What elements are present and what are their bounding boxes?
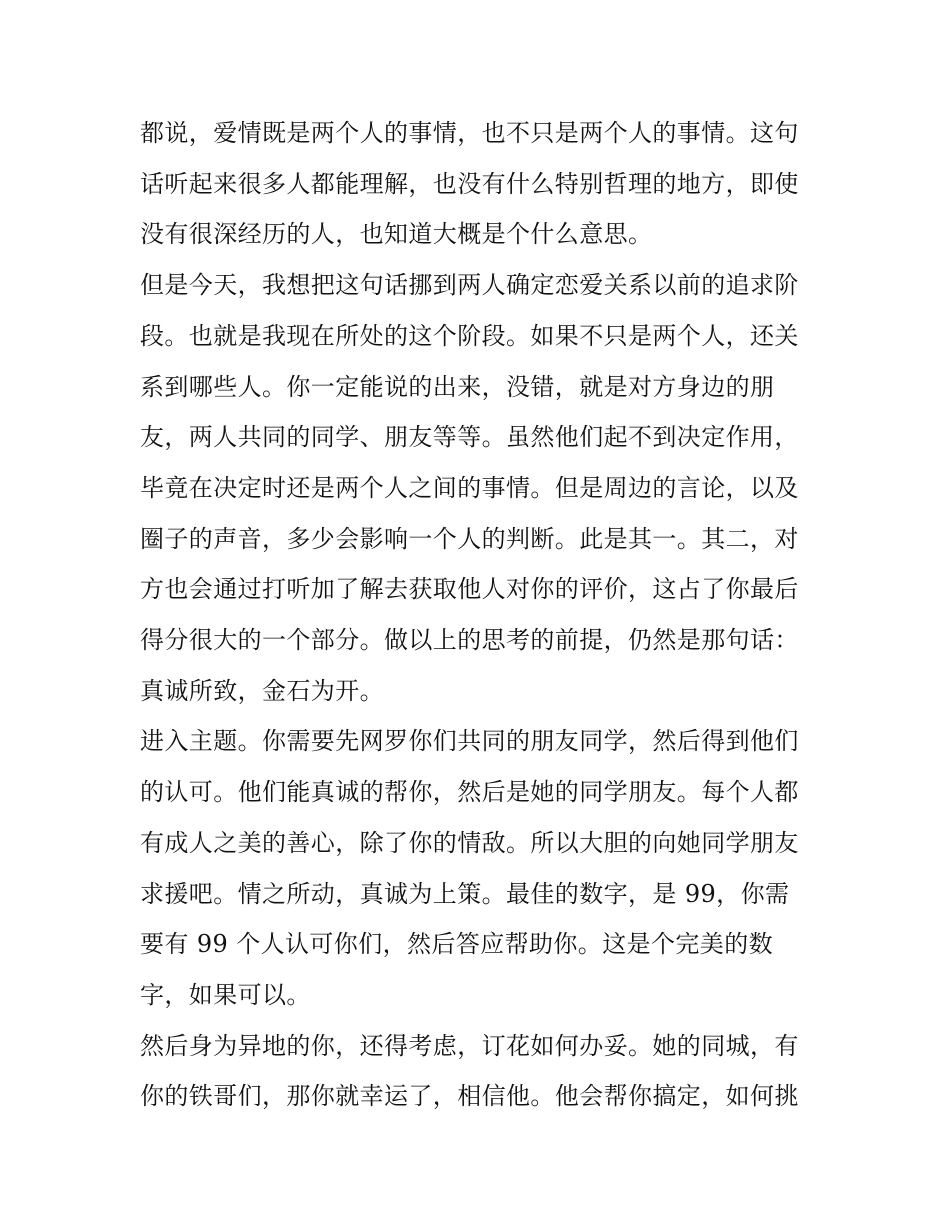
document-body bbox=[140, 108, 820, 1122]
text-line: 要有 99 个人认可你们，然后答应帮助你。这是个完美的数 bbox=[140, 930, 773, 959]
paragraph-4 bbox=[140, 1021, 820, 1122]
paragraph-2 bbox=[140, 260, 820, 716]
text-line: 真诚所致，金石为开。 bbox=[140, 676, 384, 705]
paragraph-1 bbox=[140, 108, 820, 260]
text-line: 得分很大的一个部分。做以上的思考的前提，仍然是那句话： bbox=[140, 626, 799, 655]
text-line: 没有很深经历的人，也知道大概是个什么意思。 bbox=[140, 220, 653, 249]
text-line: 你的铁哥们，那你就幸运了，相信他。他会帮你搞定，如何挑 bbox=[140, 1082, 799, 1111]
text-line: 进入主题。你需要先网罗你们共同的朋友同学，然后得到他们 bbox=[140, 727, 799, 756]
text-line: 都说，爱情既是两个人的事情，也不只是两个人的事情。这句 bbox=[140, 119, 799, 147]
text-line: 毕竟在决定时还是两个人之间的事情。但是周边的言论，以及 bbox=[140, 473, 799, 502]
text-line: 但是今天，我想把这句话挪到两人确定恋爱关系以前的追求阶 bbox=[140, 271, 799, 300]
paragraph-3 bbox=[140, 716, 820, 1020]
text-line: 段。也就是我现在所处的这个阶段。如果不只是两个人，还关 bbox=[140, 321, 799, 350]
text-line: 字，如果可以。 bbox=[140, 980, 311, 1009]
text-line: 求援吧。情之所动，真诚为上策。最佳的数字，是 99，你需 bbox=[140, 879, 790, 908]
text-line: 方也会通过打听加了解去获取他人对你的评价，这占了你最后 bbox=[140, 575, 799, 604]
text-line: 系到哪些人。你一定能说的出来，没错，就是对方身边的朋 bbox=[140, 372, 775, 401]
text-line: 有成人之美的善心，除了你的情敌。所以大胆的向她同学朋友 bbox=[140, 828, 799, 857]
text-line: 友，两人共同的同学、朋友等等。虽然他们起不到决定作用， bbox=[140, 423, 799, 452]
text-line: 圈子的声音，多少会影响一个人的判断。此是其一。其二，对 bbox=[140, 524, 799, 553]
text-line: 然后身为异地的你，还得考虑，订花如何办妥。她的同城，有 bbox=[140, 1031, 799, 1060]
text-line: 话听起来很多人都能理解，也没有什么特别哲理的地方，即使 bbox=[140, 169, 799, 198]
text-line: 的认可。他们能真诚的帮你，然后是她的同学朋友。每个人都 bbox=[140, 778, 799, 807]
